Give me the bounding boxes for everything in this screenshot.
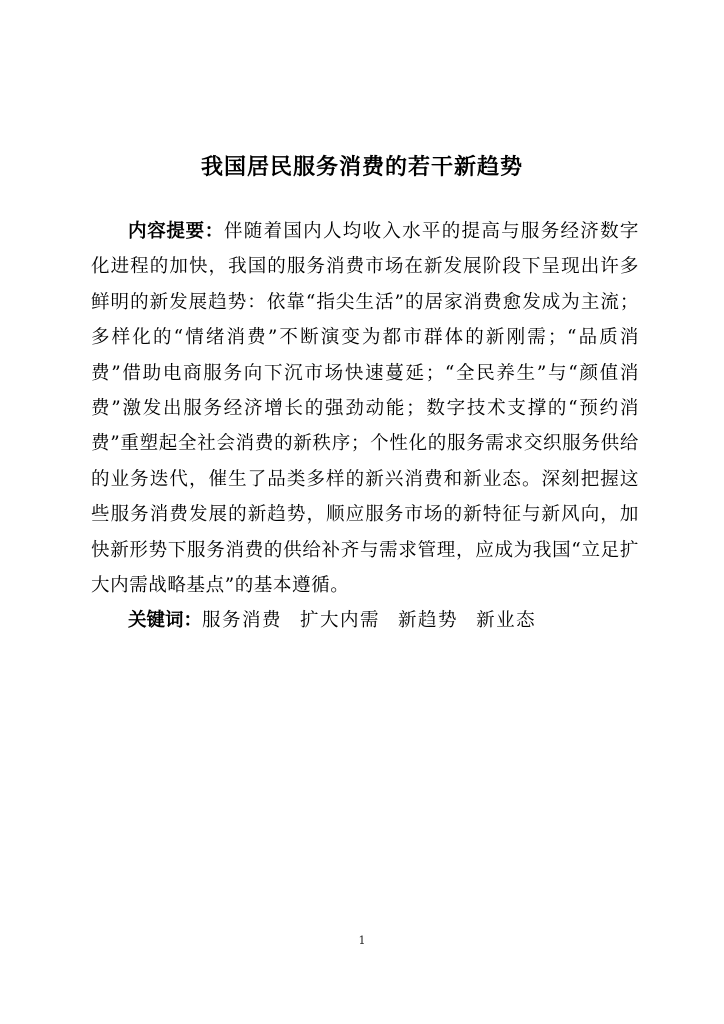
keyword-item: 新趋势 (398, 610, 459, 631)
page-number: 1 (358, 934, 366, 947)
keyword-item: 扩大内需 (300, 610, 381, 631)
keyword-item: 服务消费 (202, 610, 283, 631)
keyword-item: 新业态 (476, 610, 537, 631)
abstract-paragraph (91, 214, 639, 603)
keywords-label: 关键词： (128, 610, 203, 631)
keywords-line (128, 603, 554, 638)
abstract-label: 内容提要： (128, 221, 224, 242)
abstract-text: 伴随着国内人均收入水平的提高与服务经济数字化进程的加快，我国的服务消费市场在新发展阶段下呈现出许多鲜明的新发展趋势：依靠“指尖生活”的居家消费愈发成为主流；多样化的“情绪消费”不断演变为都市群体的新刚需；“品质消费”借助电商服务向下沉市场快速蔓延；“全民养生”与“颜值消费”激发出服务经济增长的强劲动能；数字技术支撑的“预约消费”重塑起全社会消费的新秩序；个性化的服务需求交织服务供给的业务迭代，催生了品类多样的新兴消费和新业态。深刻把握这些服务消费发展的新趋势，顺应服务市场的新特征与新风向，加快新形势下服务消费的供给补齐与需求管理，应成为我国“立足扩大内需战略基点”的基本遵循。 (91, 221, 639, 597)
document-title: 我国居民服务消费的若干新趋势 (200, 155, 523, 180)
